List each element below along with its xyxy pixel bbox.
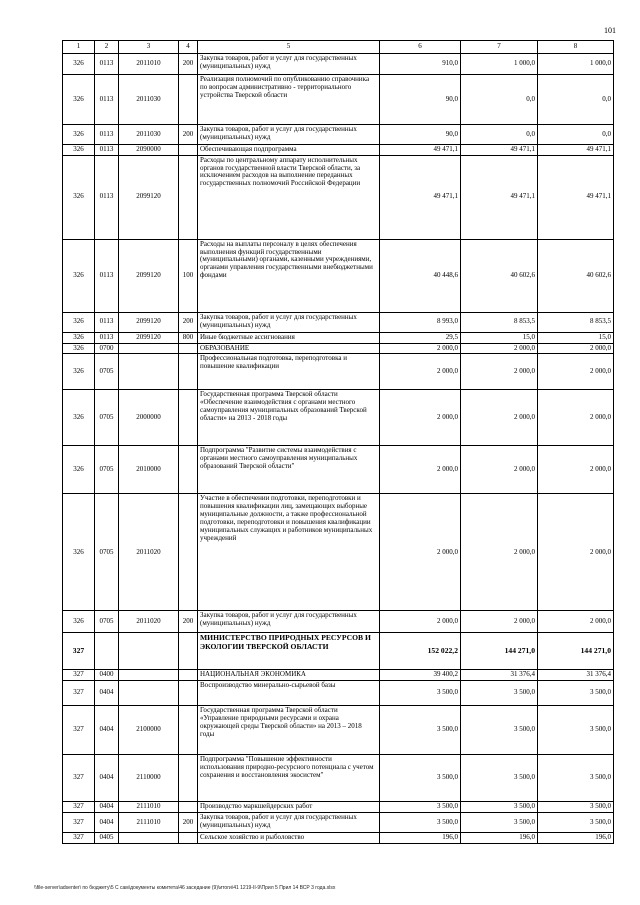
admin-code-cell: 326 <box>63 343 95 354</box>
target-code-cell: 2090000 <box>119 145 179 156</box>
expense-type-cell <box>179 390 198 446</box>
admin-code-cell: 326 <box>63 390 95 446</box>
section-code-cell: 0705 <box>95 354 119 390</box>
table-row <box>63 125 614 145</box>
target-code-cell: 2111010 <box>119 802 179 813</box>
target-code-cell: 2099120 <box>119 239 179 312</box>
admin-code-cell: 327 <box>63 633 95 670</box>
target-code-cell: 2100000 <box>119 706 179 755</box>
section-code-cell <box>95 633 119 670</box>
amount-year3-cell: 2 000,0 <box>538 494 614 611</box>
amount-year2-cell: 2 000,0 <box>461 390 538 446</box>
page-number: 101 <box>604 26 616 35</box>
amount-year2-cell: 31 376,4 <box>461 670 538 681</box>
description-cell: Иные бюджетные ассигнования <box>198 332 380 343</box>
description-cell: Профессиональная подготовка, переподготовка и повышение квалификации <box>198 354 380 390</box>
table-row <box>63 343 614 354</box>
expense-type-cell: 200 <box>179 54 198 75</box>
admin-code-cell: 326 <box>63 54 95 75</box>
table-row <box>63 681 614 706</box>
expense-type-cell <box>179 802 198 813</box>
section-code-cell: 0705 <box>95 446 119 494</box>
section-code-cell: 0113 <box>95 145 119 156</box>
admin-code-cell: 326 <box>63 155 95 239</box>
expense-type-cell <box>179 343 198 354</box>
amount-year1-cell: 3 500,0 <box>380 706 461 755</box>
table-row <box>63 611 614 633</box>
table-body <box>63 54 614 844</box>
expense-type-cell: 200 <box>179 125 198 145</box>
amount-year1-cell: 29,5 <box>380 332 461 343</box>
amount-year2-cell: 2 000,0 <box>461 611 538 633</box>
section-code-cell: 0705 <box>95 390 119 446</box>
target-code-cell <box>119 343 179 354</box>
target-code-cell <box>119 354 179 390</box>
target-code-cell: 2110000 <box>119 755 179 802</box>
amount-year1-cell: 49 471,1 <box>380 155 461 239</box>
column-header: 2 <box>95 41 119 54</box>
expense-type-cell: 200 <box>179 813 198 833</box>
amount-year3-cell: 49 471,1 <box>538 145 614 156</box>
budget-table <box>62 40 614 844</box>
table-row <box>63 755 614 802</box>
amount-year2-cell: 49 471,1 <box>461 145 538 156</box>
amount-year3-cell: 2 000,0 <box>538 390 614 446</box>
amount-year2-cell: 0,0 <box>461 75 538 125</box>
description-cell: Участие в обеспечении подготовки, переподготовки и повышения квалификации лиц, замещающих выборные муниципальные должности, а также профессиональной подготовки, переподготовки и повышения квалификации муниципальных служащих и работников муниципальных учреждений <box>198 494 380 611</box>
amount-year1-cell: 3 500,0 <box>380 681 461 706</box>
table-row <box>63 633 614 670</box>
description-cell: Обеспечивающая подпрограмма <box>198 145 380 156</box>
admin-code-cell: 326 <box>63 75 95 125</box>
column-header: 4 <box>179 41 198 54</box>
description-cell: Подпрограмма "Развитие системы взаимодействия с органами местного самоуправления муниципальных образований Тверской области" <box>198 446 380 494</box>
expense-type-cell <box>179 670 198 681</box>
amount-year3-cell: 0,0 <box>538 75 614 125</box>
amount-year1-cell: 49 471,1 <box>380 145 461 156</box>
amount-year3-cell: 2 000,0 <box>538 611 614 633</box>
description-cell: Воспроизводство минерально-сырьевой базы <box>198 681 380 706</box>
amount-year2-cell: 3 500,0 <box>461 706 538 755</box>
table-row <box>63 239 614 312</box>
section-code-cell: 0705 <box>95 611 119 633</box>
amount-year2-cell: 3 500,0 <box>461 802 538 813</box>
expense-type-cell <box>179 494 198 611</box>
expense-type-cell <box>179 145 198 156</box>
expense-type-cell: 200 <box>179 312 198 332</box>
table-row <box>63 706 614 755</box>
description-cell: Государственная программа Тверской области «Управление природными ресурсами и охрана окружающей среды Тверской области» на 2013 – 2018 годы <box>198 706 380 755</box>
section-code-cell: 0405 <box>95 833 119 844</box>
admin-code-cell: 326 <box>63 125 95 145</box>
target-code-cell: 2011010 <box>119 54 179 75</box>
amount-year3-cell: 31 376,4 <box>538 670 614 681</box>
admin-code-cell: 327 <box>63 802 95 813</box>
amount-year2-cell: 0,0 <box>461 125 538 145</box>
admin-code-cell: 327 <box>63 706 95 755</box>
table-row <box>63 446 614 494</box>
section-code-cell: 0404 <box>95 802 119 813</box>
column-header: 6 <box>380 41 461 54</box>
target-code-cell <box>119 633 179 670</box>
expense-type-cell <box>179 354 198 390</box>
amount-year1-cell: 2 000,0 <box>380 494 461 611</box>
expense-type-cell: 100 <box>179 239 198 312</box>
expense-type-cell <box>179 755 198 802</box>
amount-year3-cell: 144 271,0 <box>538 633 614 670</box>
column-header: 7 <box>461 41 538 54</box>
description-cell: ОБРАЗОВАНИЕ <box>198 343 380 354</box>
admin-code-cell: 327 <box>63 670 95 681</box>
amount-year3-cell: 2 000,0 <box>538 354 614 390</box>
admin-code-cell: 326 <box>63 354 95 390</box>
table-row <box>63 312 614 332</box>
description-cell: НАЦИОНАЛЬНАЯ ЭКОНОМИКА <box>198 670 380 681</box>
column-header: 3 <box>119 41 179 54</box>
amount-year1-cell: 2 000,0 <box>380 343 461 354</box>
target-code-cell <box>119 833 179 844</box>
admin-code-cell: 326 <box>63 611 95 633</box>
admin-code-cell: 327 <box>63 813 95 833</box>
amount-year3-cell: 2 000,0 <box>538 343 614 354</box>
amount-year2-cell: 144 271,0 <box>461 633 538 670</box>
amount-year2-cell: 1 000,0 <box>461 54 538 75</box>
column-header: 5 <box>198 41 380 54</box>
description-cell: Закупка товаров, работ и услуг для государственных (муниципальных) нужд <box>198 611 380 633</box>
amount-year3-cell: 3 500,0 <box>538 681 614 706</box>
target-code-cell: 2011020 <box>119 494 179 611</box>
file-path-footer: \\file-server\adsenter\ по бюджету\5 С сам\документы комитета\46 заседание (9)\итоги\41 1219-ІІ-9\Прил 5 Прил 14 ВСР 3 года.xlsx <box>34 885 336 891</box>
admin-code-cell: 326 <box>63 446 95 494</box>
admin-code-cell: 326 <box>63 332 95 343</box>
table-row <box>63 145 614 156</box>
description-cell: Закупка товаров, работ и услуг для государственных (муниципальных) нужд <box>198 125 380 145</box>
admin-code-cell: 326 <box>63 312 95 332</box>
admin-code-cell: 326 <box>63 239 95 312</box>
amount-year1-cell: 2 000,0 <box>380 354 461 390</box>
target-code-cell: 2011030 <box>119 75 179 125</box>
amount-year1-cell: 152 022,2 <box>380 633 461 670</box>
expense-type-cell <box>179 75 198 125</box>
table-row <box>63 332 614 343</box>
description-cell: Закупка товаров, работ и услуг для государственных (муниципальных) нужд <box>198 813 380 833</box>
section-code-cell: 0705 <box>95 494 119 611</box>
amount-year2-cell: 2 000,0 <box>461 494 538 611</box>
section-code-cell: 0404 <box>95 681 119 706</box>
expense-type-cell <box>179 681 198 706</box>
amount-year1-cell: 910,0 <box>380 54 461 75</box>
amount-year2-cell: 3 500,0 <box>461 813 538 833</box>
expense-type-cell <box>179 446 198 494</box>
column-header: 1 <box>63 41 95 54</box>
section-code-cell: 0700 <box>95 343 119 354</box>
amount-year1-cell: 90,0 <box>380 125 461 145</box>
amount-year1-cell: 39 400,2 <box>380 670 461 681</box>
table-row <box>63 813 614 833</box>
target-code-cell: 2099120 <box>119 332 179 343</box>
expense-type-cell: 200 <box>179 611 198 633</box>
amount-year3-cell: 3 500,0 <box>538 755 614 802</box>
expense-type-cell: 800 <box>179 332 198 343</box>
description-cell: Закупка товаров, работ и услуг для государственных (муниципальных) нужд <box>198 54 380 75</box>
amount-year3-cell: 0,0 <box>538 125 614 145</box>
amount-year1-cell: 3 500,0 <box>380 802 461 813</box>
table-row <box>63 802 614 813</box>
description-cell: Закупка товаров, работ и услуг для государственных (муниципальных) нужд <box>198 312 380 332</box>
admin-code-cell: 327 <box>63 755 95 802</box>
target-code-cell: 2111010 <box>119 813 179 833</box>
target-code-cell <box>119 670 179 681</box>
description-cell: Государственная программа Тверской области «Обеспечение взаимодействия с органами местного самоуправления муниципальных образований Тверской области» на 2013 - 2018 годы <box>198 390 380 446</box>
amount-year2-cell: 2 000,0 <box>461 354 538 390</box>
amount-year1-cell: 2 000,0 <box>380 611 461 633</box>
admin-code-cell: 327 <box>63 681 95 706</box>
section-code-cell: 0113 <box>95 312 119 332</box>
amount-year1-cell: 90,0 <box>380 75 461 125</box>
table-row <box>63 494 614 611</box>
table-row <box>63 670 614 681</box>
amount-year3-cell: 2 000,0 <box>538 446 614 494</box>
section-code-cell: 0113 <box>95 239 119 312</box>
amount-year1-cell: 2 000,0 <box>380 390 461 446</box>
amount-year3-cell: 8 853,5 <box>538 312 614 332</box>
section-code-cell: 0113 <box>95 332 119 343</box>
target-code-cell: 2011020 <box>119 611 179 633</box>
description-cell: Расходы по центральному аппарату исполнительных органов государственной власти Тверской области, за исключением расходов на выполнение переданных государственных полномочий Российской Федерации <box>198 155 380 239</box>
table-row <box>63 354 614 390</box>
admin-code-cell: 326 <box>63 145 95 156</box>
amount-year1-cell: 3 500,0 <box>380 755 461 802</box>
section-code-cell: 0113 <box>95 54 119 75</box>
amount-year1-cell: 8 993,0 <box>380 312 461 332</box>
description-cell: Подпрограмма "Повышение эффективности использования природно-ресурсного потенциала с учетом сохранения и восстановления экосистем" <box>198 755 380 802</box>
table-row <box>63 155 614 239</box>
amount-year2-cell: 49 471,1 <box>461 155 538 239</box>
amount-year3-cell: 3 500,0 <box>538 813 614 833</box>
amount-year3-cell: 1 000,0 <box>538 54 614 75</box>
amount-year1-cell: 40 448,6 <box>380 239 461 312</box>
target-code-cell <box>119 681 179 706</box>
table-row <box>63 75 614 125</box>
section-code-cell: 0400 <box>95 670 119 681</box>
column-header: 8 <box>538 41 614 54</box>
amount-year2-cell: 3 500,0 <box>461 755 538 802</box>
section-code-cell: 0113 <box>95 75 119 125</box>
amount-year3-cell: 49 471,1 <box>538 155 614 239</box>
amount-year2-cell: 8 853,5 <box>461 312 538 332</box>
description-cell: МИНИСТЕРСТВО ПРИРОДНЫХ РЕСУРСОВ И ЭКОЛОГИИ ТВЕРСКОЙ ОБЛАСТИ <box>198 633 380 670</box>
column-number-row <box>63 41 614 54</box>
admin-code-cell: 326 <box>63 494 95 611</box>
amount-year1-cell: 2 000,0 <box>380 446 461 494</box>
amount-year3-cell: 196,0 <box>538 833 614 844</box>
amount-year1-cell: 196,0 <box>380 833 461 844</box>
amount-year2-cell: 3 500,0 <box>461 681 538 706</box>
section-code-cell: 0404 <box>95 755 119 802</box>
section-code-cell: 0404 <box>95 706 119 755</box>
expense-type-cell <box>179 155 198 239</box>
amount-year2-cell: 2 000,0 <box>461 343 538 354</box>
description-cell: Реализация полномочий по опубликованию справочника по вопросам административно - территориального устройства Тверской области <box>198 75 380 125</box>
section-code-cell: 0113 <box>95 155 119 239</box>
target-code-cell: 2011030 <box>119 125 179 145</box>
amount-year2-cell: 15,0 <box>461 332 538 343</box>
description-cell: Производство маркшейдерских работ <box>198 802 380 813</box>
expense-type-cell <box>179 633 198 670</box>
target-code-cell: 2010000 <box>119 446 179 494</box>
amount-year3-cell: 3 500,0 <box>538 802 614 813</box>
target-code-cell: 2099120 <box>119 155 179 239</box>
section-code-cell: 0404 <box>95 813 119 833</box>
admin-code-cell: 327 <box>63 833 95 844</box>
section-code-cell: 0113 <box>95 125 119 145</box>
amount-year2-cell: 2 000,0 <box>461 446 538 494</box>
amount-year3-cell: 15,0 <box>538 332 614 343</box>
amount-year3-cell: 3 500,0 <box>538 706 614 755</box>
target-code-cell: 2000000 <box>119 390 179 446</box>
table-row <box>63 54 614 75</box>
target-code-cell: 2099120 <box>119 312 179 332</box>
amount-year1-cell: 3 500,0 <box>380 813 461 833</box>
amount-year2-cell: 40 602,6 <box>461 239 538 312</box>
expense-type-cell <box>179 833 198 844</box>
description-cell: Расходы на выплаты персоналу в целях обеспечения выполнения функций государственными (муниципальными) органами, казенными учреждениями, органами управления государственными внебюджетными фондами <box>198 239 380 312</box>
expense-type-cell <box>179 706 198 755</box>
table-row <box>63 390 614 446</box>
amount-year3-cell: 40 602,6 <box>538 239 614 312</box>
description-cell: Сельское хозяйство и рыболовство <box>198 833 380 844</box>
table-row <box>63 833 614 844</box>
amount-year2-cell: 196,0 <box>461 833 538 844</box>
